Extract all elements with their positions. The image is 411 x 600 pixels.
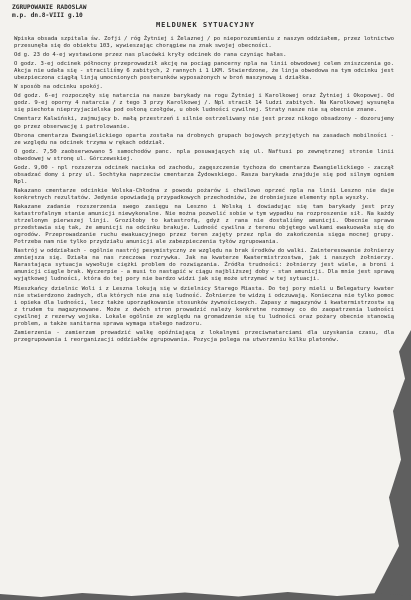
location-date: m.p. dn.8-VIII g.10 bbox=[12, 12, 83, 19]
document-header bbox=[12, 4, 87, 20]
paragraph: Wpiska obsada szpitala św. Zofji / róg Żytniej i Żelaznej / po nieporozumieniu z naszym oddziałem, przez lotnictwo przesunęła się do obiektu 103, wywieszając chorągiew na znak swojej obecności. bbox=[14, 36, 394, 50]
torn-edge-right bbox=[371, 330, 411, 600]
paragraph: Obrona cmentarza Ewangielickiego oparta została na drobnych grupach bojowych przyjętych na zasadach mobilności - ze względu na odcinek trzyma w rękach oddział. bbox=[14, 132, 394, 146]
document-body bbox=[14, 36, 394, 346]
paragraph: Zamierzenia - zamierzam prowadzić walkę opóźniającą z lokalnymi przeciwnatarciami dla uzyskania czasu, dla przegrupowania i reorganizacji oddziałów zgrupowania. Pozycja polega na utworzeniu kilku platonów. bbox=[14, 329, 394, 343]
paragraph: O godz. 7,50 zaobserwowano 5 samochodów panc. npla posuwających się ul. Naftusi po zewnętrznej stronie linii obwodowej w stronę ul. Górczewskiej. bbox=[14, 148, 394, 162]
paragraph: W sposób na odcinku spokój. bbox=[14, 84, 103, 91]
unit-name: ZGRUPOWANIE RADOSLAW bbox=[12, 4, 87, 11]
torn-edge-bottom bbox=[0, 590, 411, 600]
paragraph: Od g. 23 do 4-ej wystawione przez nas placówki kryły odcinek do rana czyniąc hałas. bbox=[14, 52, 287, 59]
paragraph: Godz. 9,00 - npl rozszerza odcinek naciska od zachodu, zagęszczenie tychoza do cmentarza Ewangielickiego - zaczął obsadzać domy i przy ul. Sochtyka naprzeciw cmentarza Żydowskiego. Rasza barykada znajduje się pod silnym ogniem Npl. bbox=[14, 164, 394, 185]
paragraph: O godz. 3-ej odcinek północny przeprowadził akcję na pociąg pancerny npla na linii obwodowej celem zniszczenia go. Akcja nie udała się - straciliśmy 6 zabitych, 2 rannych i 1 LKM. Stwierdzone, że linja obwodowa na tym odcinku jest ubezpieczona ciągłą linją umocnionych posterunków wyposażonych w broń maszynową i działka. bbox=[14, 61, 394, 82]
paragraph: Nastrój w oddziałach - ogólnie nastrój pesymistyczny ze względu na brak środków do walki. Zainteresowanie żołnierzy zmniejsza się. Działa na nas rzeczowa rozrywka. Jak na kwaterze Kwatermistrzostwa, jak i naszych żołnierzy. Narastająca sytuacja wywołuje ciężki problem do rozwiązania. Źródła trudności: żołnierzy jest wiele, a broni i amunicji ciągle brak. Wyczerpie - a musi to nastąpić w ciągu najbliższej doby - stan amunicji. Dla mnie jest sprawą wyjątkowej ludności, która do tej pory nie bardzo widzi jak się może utrzymać w tej sytuacji. bbox=[14, 248, 394, 283]
paragraph: Nakazano cmentarze odcinkie Wolska-Chłodna z powodu pożarów i chwilowo oprzeć npla na linii Leszno nie daje konkretnych rezultatów. Jedynie opowiadają przypadkowych przechodniów, że drobniejsze elementy npla wyszły. bbox=[14, 187, 394, 201]
document-title: MELDUNEK SYTUACYJNY bbox=[155, 21, 256, 29]
paragraph: Od godz. 6-ej rozpoczęły się natarcia na nasze barykady na rogu Żytniej i Karolkowej oraz Żytniej i Okopowej. Od godz. 9-ej oporny 4 natarcia / z tego 3 przy Karolkowej /. Npl stracił 14 ludzi zabitych. Na Karolkowej wysunęła się piechota nieprzyjacielska pod osłoną czołgów, u obok ludności cywilnej. Straty nasze nie są obecnie znane. bbox=[14, 93, 394, 114]
paragraph: Nakazane zadanie rozszerzenia swego zasięgu na Leszno i Wolską i dowiadując się tam barykady jest przy katastrofalnym stanie amunicji niewykonalne. Nie można pozwolić sobie w tym wypadku na rozproszenie sił. Na każdy strzelonym pierwszej linji. Groziłoby to katastrofą, gdyż z rana nie dostaliśmy amunicji. Obecnie sprawa przedstawia się tak, że amunicji na odcinku brakuje. Ludność cywilna z terenu objętego walkami ewakuowała się do ogrodów. Przeprowadzanie ruchu ewakuacyjnego przez teren zajęty przez npla do zakończenia sięga mocnej grupy. Potrzeba nam nie tylko przydziału amunicji ale zabezpieczenia tyłów zgrupowania. bbox=[14, 203, 394, 246]
paragraph: Cmentarz Kalwiński, zajmujący b. małą przestrzeń i silnie ostrzeliwany nie jest przez nikogo obsadzony - dozorujemy go przez obserwację i patrolowanie. bbox=[14, 116, 394, 130]
paragraph: Mieszkańcy dzielnic Woli i z Leszna lokują się w dzielnicy Starego Miasta. Do tej pory mieli u Belegatury kwater nie stwierdzono żadnych, dla których nie zna się ludność. Żołnierze te widzą i odczuwają. Konieczna nie tylko pomoc i opieka dla ludności, lecz także uporządkowanie stosunków żywnościowych. Zapasy z magazynów i kwatermistrzostw są z trudem tu magazynowane. Może z dwóch stron prowadzić należy konkretne rozmowy co do zaopatrzenia ludności cywilnej z rezerwy wojska. Lokale ogólnie ze względu na gromadzenie się tu ludności oraz pożary obecnie stanowią problem, a także sanitarna sprawa wymaga stałego nadzoru. bbox=[14, 285, 394, 327]
